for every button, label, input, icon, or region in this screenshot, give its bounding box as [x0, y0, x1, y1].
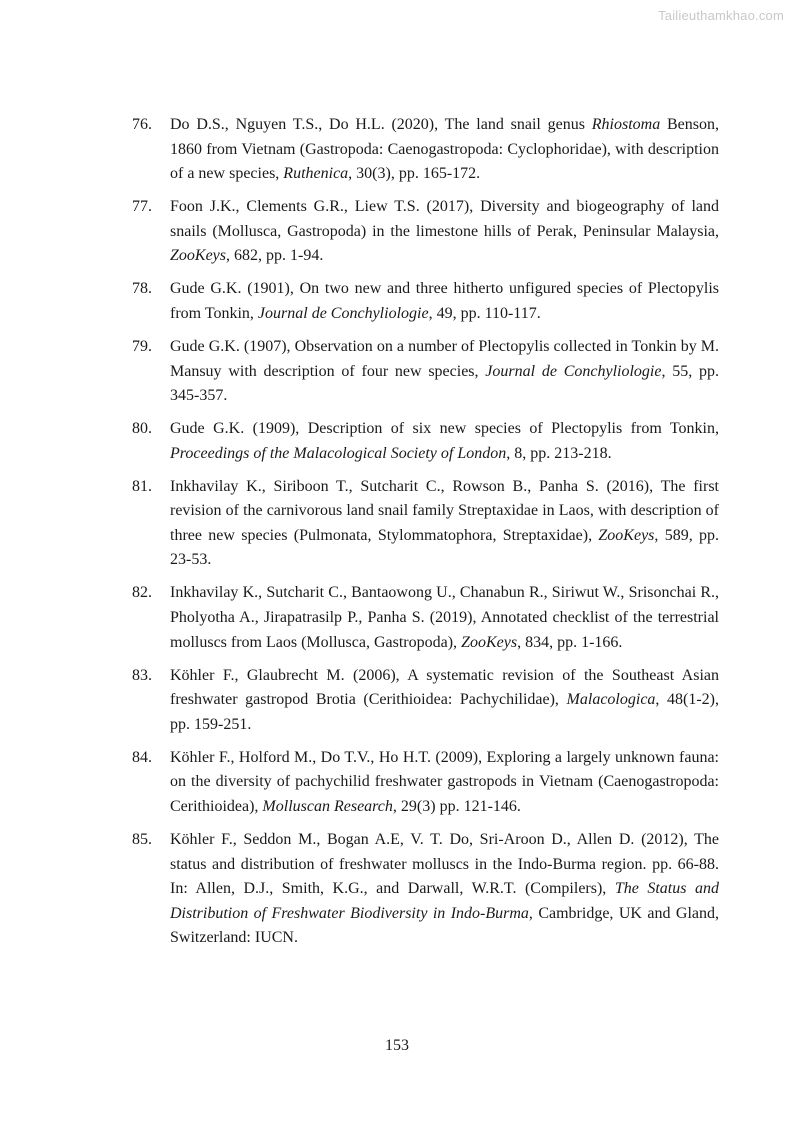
reference-text	[170, 280, 719, 322]
reference-item	[132, 335, 719, 409]
reference-text	[170, 478, 719, 569]
reference-text	[170, 584, 719, 650]
reference-text-segment: , 29(3) pp. 121-146.	[392, 797, 521, 815]
reference-text-segment: , 30(3), pp. 165-172.	[348, 165, 481, 183]
reference-italic-title: ZooKeys	[170, 247, 226, 265]
reference-item	[132, 664, 719, 738]
reference-text	[170, 831, 719, 946]
reference-text-segment: , 8, pp. 213-218.	[506, 444, 612, 462]
reference-number: 82.	[132, 584, 152, 602]
reference-italic-title: Journal de Conchyliologie	[257, 304, 429, 322]
reference-number: 78.	[132, 280, 152, 298]
reference-number: 83.	[132, 666, 152, 684]
reference-italic-title: Malacologica	[566, 691, 656, 709]
reference-text-segment: , 55, pp. 345-357.	[170, 362, 719, 405]
reference-text-segment: Benson, 1860 from Vietnam (Gastropoda: Caenogastropoda: Cyclophoridae), with description of a new species,	[170, 116, 720, 183]
reference-item	[132, 475, 719, 573]
reference-number: 80.	[132, 420, 152, 438]
reference-text-segment: Köhler F., Seddon M., Bogan A.E, V. T. Do, Sri-Aroon D., Allen D. (2012), The status and distribution of freshwater molluscs in the Indo-Burma region. pp. 66-88. In: Allen, D.J., Smith, K.G., and Darwall, W.R.T. (Compilers),	[170, 830, 719, 898]
reference-list	[132, 113, 719, 959]
reference-text-segment: Köhler F., Glaubrecht M. (2006), A systematic revision of the Southeast Asian freshwater gastropod Brotia (Cerithioidea: Pachychilidae),	[170, 666, 719, 709]
reference-italic-title: Rhiostoma	[591, 116, 661, 133]
reference-text-segment: Gude G.K. (1909), Description of six new species of Plectopylis from Tonkin,	[170, 420, 719, 438]
reference-text-segment: Foon J.K., Clements G.R., Liew T.S. (2017), Diversity and biogeography of land snails (Mollusca, Gastropoda) in the limestone hills of Perak, Peninsular Malaysia,	[170, 198, 719, 240]
reference-text-segment: Inkhavilay K., Siriboon T., Sutcharit C., Rowson B., Panha S. (2016), The first revision of the carnivorous land snail family Streptaxidae in Laos, with description of three new species (Pulmonata, Stylommatophora, Streptaxidae),	[170, 477, 719, 544]
reference-text	[170, 116, 719, 182]
reference-text-segment: Do D.S., Nguyen T.S., Do H.L. (2020), The land snail genus	[170, 116, 592, 133]
reference-text-segment: Inkhavilay K., Sutcharit C., Bantaowong U., Chanabun R., Siriwut W., Srisonchai R., Pholyotha A., Jirapatrasilp P., Panha S. (2019), Annotated checklist of the terrestrial molluscs from Laos (Mollusca, Gastropoda),	[170, 584, 719, 651]
reference-number: 76.	[132, 116, 152, 133]
reference-text	[170, 667, 719, 733]
reference-number: 85.	[132, 830, 152, 848]
reference-text-segment: , 682, pp. 1-94.	[226, 247, 324, 265]
reference-italic-title: ZooKeys	[461, 633, 518, 651]
watermark-text: Tailieuthamkhao.com	[658, 8, 784, 23]
reference-italic-title: Journal de Conchyliologie	[485, 362, 662, 380]
reference-number: 79.	[132, 337, 152, 355]
reference-item	[132, 581, 719, 655]
reference-italic-title: Proceedings of the Malacological Society of London	[170, 444, 507, 462]
reference-text-segment: Gude G.K. (1901), On two new and three hitherto unfigured species of Plectopylis from Tonkin,	[170, 280, 719, 322]
reference-text	[170, 338, 719, 404]
reference-item	[132, 417, 719, 466]
reference-item	[132, 746, 719, 820]
reference-text	[170, 420, 719, 462]
reference-text-segment: , 48(1-2), pp. 159-251.	[170, 691, 720, 733]
reference-text-segment: , 589, pp. 23-53.	[170, 526, 719, 569]
reference-item	[132, 113, 719, 187]
reference-text	[170, 198, 719, 264]
reference-item	[132, 828, 719, 951]
reference-text-segment: , 49, pp. 110-117.	[428, 304, 541, 322]
reference-item	[132, 195, 719, 269]
reference-italic-title: ZooKeys	[598, 526, 655, 544]
reference-text	[170, 749, 719, 815]
reference-text-segment: , 834, pp. 1-166.	[517, 633, 623, 651]
reference-text-segment: Gude G.K. (1907), Observation on a number of Plectopylis collected in Tonkin by M. Mansuy with description of four new species,	[170, 337, 719, 380]
reference-number: 77.	[132, 198, 152, 216]
reference-text-segment: Köhler F., Holford M., Do T.V., Ho H.T. (2009), Exploring a largely unknown fauna: on the diversity of pachychilid freshwater gastropods in Vietnam (Caenogastropoda: Cerithioidea),	[170, 748, 719, 815]
reference-number: 81.	[132, 477, 152, 495]
reference-text-segment: , Cambridge, UK and Gland, Switzerland: IUCN.	[170, 904, 720, 947]
reference-italic-title: Ruthenica	[283, 165, 349, 183]
page-number: 153	[385, 1037, 409, 1054]
reference-number: 84.	[132, 748, 152, 766]
reference-item	[132, 277, 719, 326]
reference-italic-title: The Status and Distribution of Freshwater Biodiversity in Indo-Burma	[170, 880, 719, 922]
reference-italic-title: Molluscan Research	[262, 797, 393, 815]
